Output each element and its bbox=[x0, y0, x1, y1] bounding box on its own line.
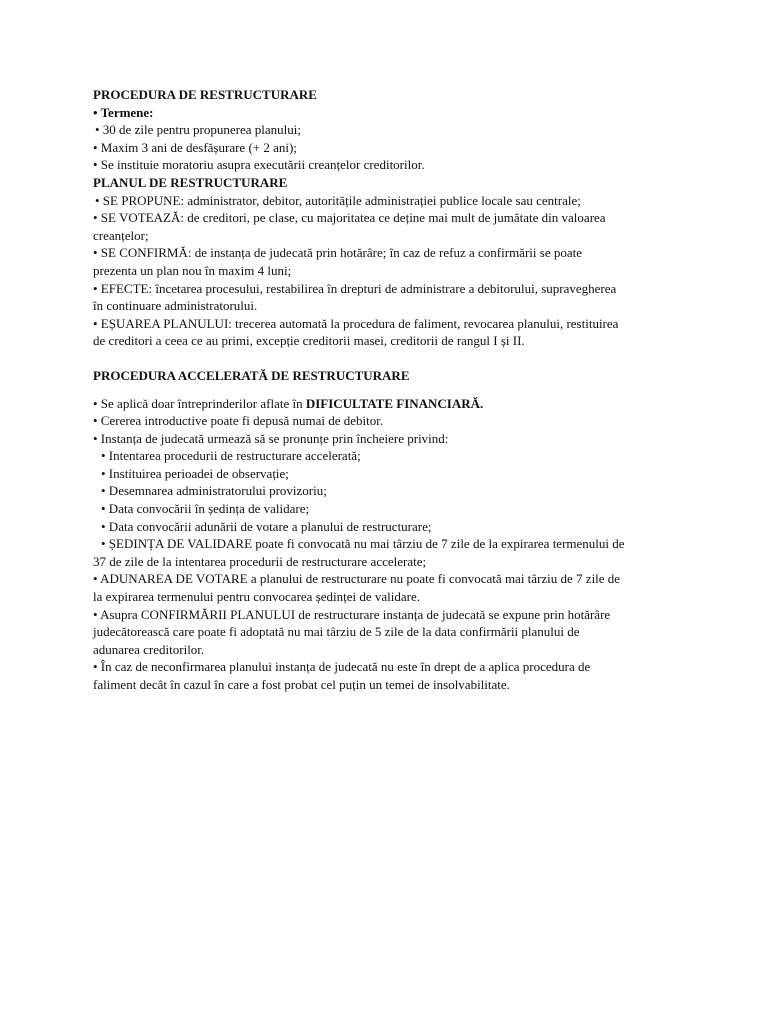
spacer bbox=[93, 385, 683, 395]
list-item-continuation: judecătorească care poate fi adoptată nu mai târziu de 5 zile de la data confirmării planului de bbox=[93, 624, 580, 640]
list-item: • 30 de zile pentru propunerea planului; bbox=[95, 122, 301, 138]
section-title-planul: PLANUL DE RESTRUCTURARE bbox=[93, 174, 288, 190]
sub-list-item: • Data convocării adunării de votare a planului de restructurare; bbox=[101, 518, 432, 534]
list-item: • ADUNAREA DE VOTARE a planului de restructurare nu poate fi convocată mai târziu de 7 zile de bbox=[93, 571, 621, 587]
list-item-continuation: creanțelor; bbox=[93, 227, 149, 243]
list-item: • Cererea introductive poate fi depusă numai de debitor. bbox=[93, 413, 384, 429]
sub-list-item: • ȘEDINȚA DE VALIDARE poate fi convocată nu mai târziu de 7 zile de la expirarea termenului de bbox=[101, 536, 625, 552]
list-item-continuation: la expirarea termenului pentru convocarea ședinței de validare. bbox=[93, 589, 421, 605]
list-item: • SE VOTEAZĂ: de creditori, pe clase, cu majoritatea ce deține mai mult de jumătate din valoarea bbox=[93, 210, 606, 226]
list-item: • SE PROPUNE: administrator, debitor, autoritățile administrației publice locale sau centrale; bbox=[95, 192, 581, 208]
spacer bbox=[93, 350, 683, 367]
sub-list-item: • Data convocării în ședința de validare; bbox=[101, 501, 310, 517]
list-item: • EȘUAREA PLANULUI: trecerea automată la procedura de faliment, revocarea planului, restituirea bbox=[93, 315, 619, 331]
list-item: • Maxim 3 ani de desfășurare (+ 2 ani); bbox=[93, 139, 297, 155]
list-item: • Instanța de judecată urmează să se pronunțe prin încheiere privind: bbox=[93, 430, 449, 446]
sub-list-item: • Intentarea procedurii de restructurare accelerată; bbox=[101, 448, 361, 464]
list-item: • EFECTE: încetarea procesului, restabilirea în drepturi de administrare a debitorului, supravegherea bbox=[93, 280, 617, 296]
list-item bbox=[93, 395, 683, 413]
emphasis-text: DIFICULTATE FINANCIARĂ. bbox=[305, 395, 484, 411]
list-item-continuation: adunarea creditorilor. bbox=[93, 641, 205, 657]
list-item-continuation: de creditori a ceea ce au primi, excepție creditorii masei, creditorii de rangul I și II. bbox=[93, 333, 525, 349]
list-item: • SE CONFIRMĂ: de instanța de judecată prin hotărâre; în caz de refuz a confirmării se poate bbox=[93, 245, 582, 261]
document-page bbox=[93, 86, 683, 694]
list-item: • Asupra CONFIRMĂRII PLANULUI de restructurare instanța de judecată se expune prin hotărâre bbox=[93, 606, 611, 622]
list-item-continuation: 37 de zile de la intentarea procedurii de restructurare accelerate; bbox=[93, 553, 427, 569]
section-title-accelerata: PROCEDURA ACCELERATĂ DE RESTRUCTURARE bbox=[93, 367, 410, 383]
list-item-text: • Se aplică doar întreprinderilor aflate în bbox=[93, 395, 306, 411]
sub-list-item: • Desemnarea administratorului provizoriu; bbox=[101, 483, 327, 499]
list-item-continuation: faliment decât în cazul în care a fost probat cel puțin un temei de insolvabilitate. bbox=[93, 677, 510, 692]
termene-heading: • Termene: bbox=[93, 104, 154, 120]
list-item-continuation: prezenta un plan nou în maxim 4 luni; bbox=[93, 262, 292, 278]
list-item: • Se instituie moratoriu asupra executării creanțelor creditorilor. bbox=[93, 157, 425, 173]
sub-list-item: • Instituirea perioadei de observație; bbox=[101, 465, 289, 481]
list-item-continuation: în continuare administratorului. bbox=[93, 298, 258, 314]
list-item: • În caz de neconfirmarea planului instanța de judecată nu este în drept de a aplica procedura de bbox=[93, 659, 591, 675]
section-title-restructurare: PROCEDURA DE RESTRUCTURARE bbox=[93, 87, 317, 102]
